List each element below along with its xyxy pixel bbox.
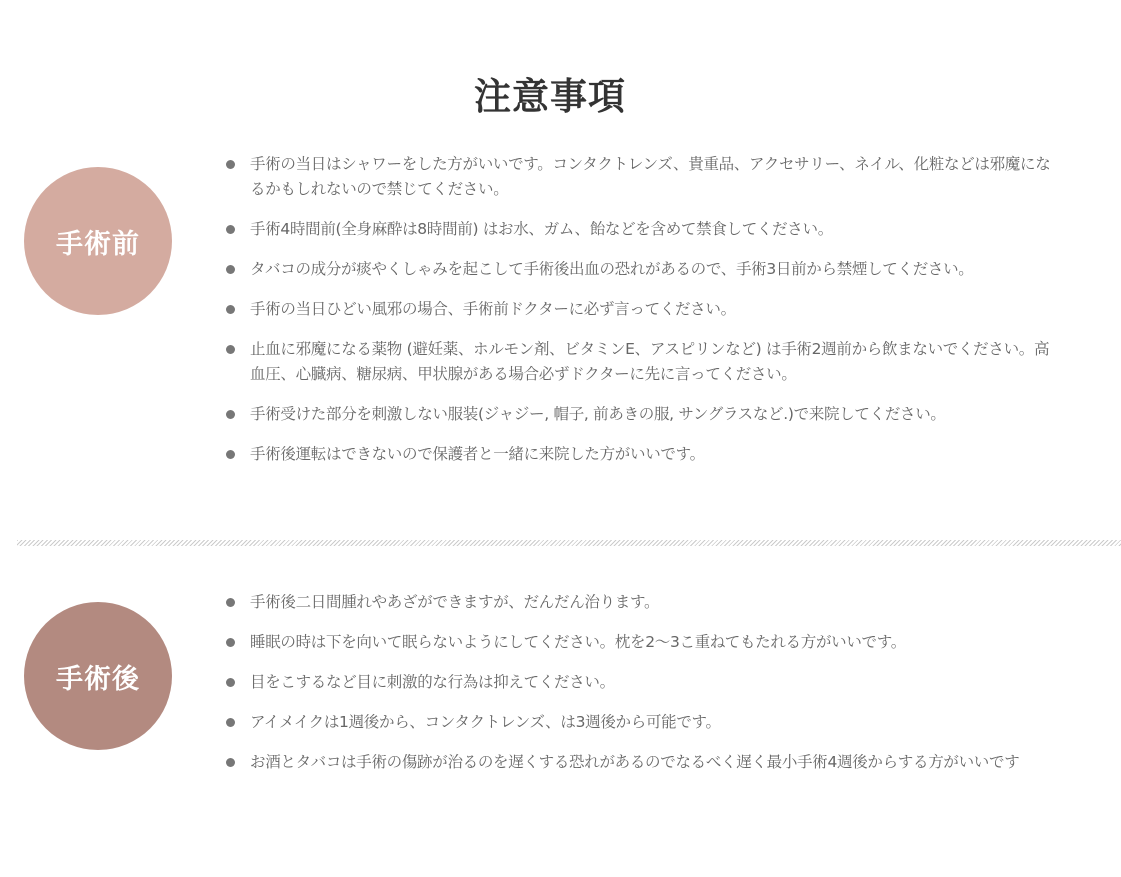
list-item <box>226 217 1056 242</box>
bullet-icon <box>226 345 235 354</box>
list-item-text: 手術受けた部分を刺激しない服装(ジャジー, 帽子, 前あきの服, サングラスなど.)で来院してください。 <box>250 405 946 423</box>
before-surgery-list <box>226 152 1056 482</box>
list-item <box>226 670 1056 695</box>
bullet-icon <box>226 598 235 607</box>
list-item-text: お酒とタバコは手術の傷跡が治るのを遅くする恐れがあるのでなるべく遅く最小手術4週後からする方がいいです <box>250 753 1020 771</box>
bullet-icon <box>226 450 235 459</box>
bullet-icon <box>226 305 235 314</box>
list-item <box>226 710 1056 735</box>
bullet-icon <box>226 160 235 169</box>
list-item-text: 手術後運転はできないので保護者と一緒に来院した方がいいです。 <box>250 445 705 463</box>
bullet-icon <box>226 225 235 234</box>
list-item <box>226 402 1056 427</box>
bullet-icon <box>226 410 235 419</box>
list-item-text: 手術の当日ひどい風邪の場合、手術前ドクターに必ず言ってください。 <box>250 300 736 318</box>
list-item-text: 手術の当日はシャワーをした方がいいです。コンタクトレンズ、貴重品、アクセサリー、ネイル、化粧などは邪魔になるかもしれないので禁じてください。 <box>250 155 1051 198</box>
bullet-icon <box>226 638 235 647</box>
list-item-text: 目をこするなど目に刺激的な行為は抑えてください。 <box>250 673 615 691</box>
list-item-text: 睡眠の時は下を向いて眠らないようにしてください。枕を2～3こ重ねてもたれる方がいいです。 <box>250 633 906 651</box>
list-item-text: タバコの成分が痰やくしゃみを起こして手術後出血の恐れがあるので、手術3日前から禁煙してください。 <box>250 260 974 278</box>
list-item <box>226 442 1056 467</box>
list-item-text: アイメイクは1週後から、コンタクトレンズ、は3週後から可能です。 <box>250 713 721 731</box>
section-divider <box>17 540 1121 546</box>
list-item-text: 手術後二日間腫れやあざができますが、だんだん治ります。 <box>250 593 660 611</box>
after-surgery-list <box>226 590 1056 790</box>
list-item <box>226 630 1056 655</box>
before-surgery-badge: 手術前 <box>24 167 172 315</box>
bullet-icon <box>226 265 235 274</box>
list-item <box>226 590 1056 615</box>
list-item <box>226 257 1056 282</box>
list-item <box>226 337 1056 387</box>
after-surgery-badge: 手術後 <box>24 602 172 750</box>
list-item-text: 止血に邪魔になる薬物 (避妊薬、ホルモン剤、ビタミンE、アスピリンなど) は手術2週前から飲まないでください。高血圧、心臓病、糖尿病、甲状腺がある場合必ずドクターに先に言ってください。 <box>250 340 1050 383</box>
list-item <box>226 750 1056 775</box>
list-item <box>226 297 1056 322</box>
bullet-icon <box>226 758 235 767</box>
list-item <box>226 152 1056 202</box>
bullet-icon <box>226 678 235 687</box>
list-item-text: 手術4時間前(全身麻酔は8時間前) はお水、ガム、飴などを含めて禁食してください。 <box>250 220 833 238</box>
bullet-icon <box>226 718 235 727</box>
page-title: 注意事項 <box>474 75 626 118</box>
